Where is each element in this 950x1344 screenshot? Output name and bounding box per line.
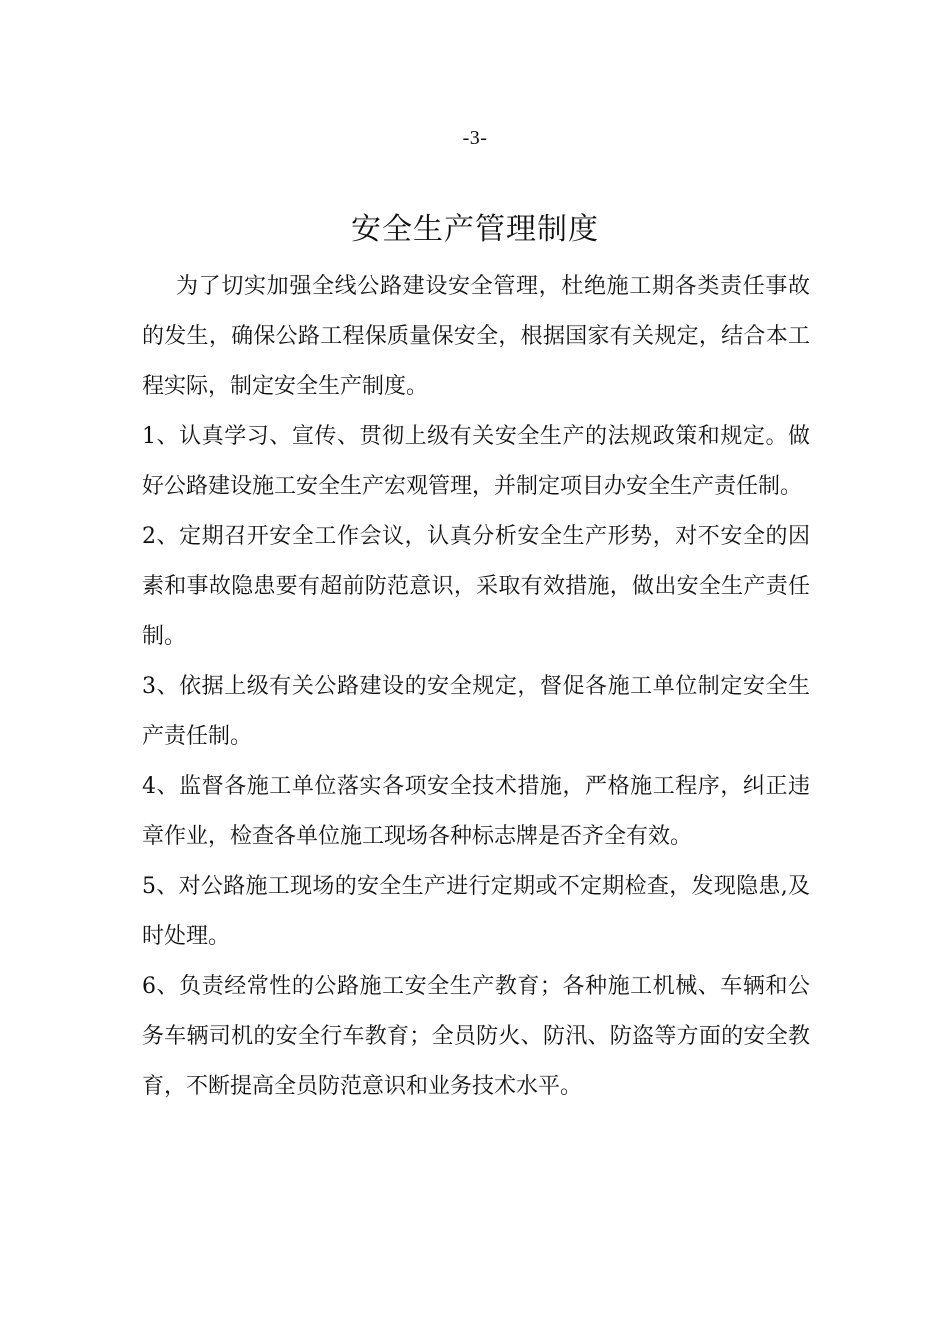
rule-item-1: 1、认真学习、宣传、贯彻上级有关安全生产的法规政策和规定。做好公路建设施工安全生产宏观管理，并制定项目办安全生产责任制。 <box>142 424 810 499</box>
rule-item-4: 4、监督各施工单位落实各项安全技术措施，严格施工程序，纠正违章作业，检查各单位施工现场各种标志牌是否齐全有效。 <box>142 774 810 849</box>
page-number: -3- <box>462 127 488 149</box>
rule-item-6: 6、负责经常性的公路施工安全生产教育；各种施工机械、车辆和公务车辆司机的安全行车教育；全员防火、防汛、防盗等方面的安全教育，不断提高全员防范意识和业务技术水平。 <box>142 974 810 1099</box>
rule-item-2: 2、定期召开安全工作会议，认真分析安全生产形势，对不安全的因素和事故隐患要有超前防范意识，采取有效措施，做出安全生产责任制。 <box>142 524 810 649</box>
document-title: 安全生产管理制度 <box>351 212 599 247</box>
document-body <box>142 262 810 1112</box>
rule-item-3: 3、依据上级有关公路建设的安全规定，督促各施工单位制定安全生产责任制。 <box>142 674 810 749</box>
intro-paragraph: 为了切实加强全线公路建设安全管理，杜绝施工期各类责任事故的发生，确保公路工程保质量保安全，根据国家有关规定，结合本工程实际，制定安全生产制度。 <box>142 274 810 399</box>
rule-item-5: 5、对公路施工现场的安全生产进行定期或不定期检查，发现隐患,及时处理。 <box>142 874 810 949</box>
